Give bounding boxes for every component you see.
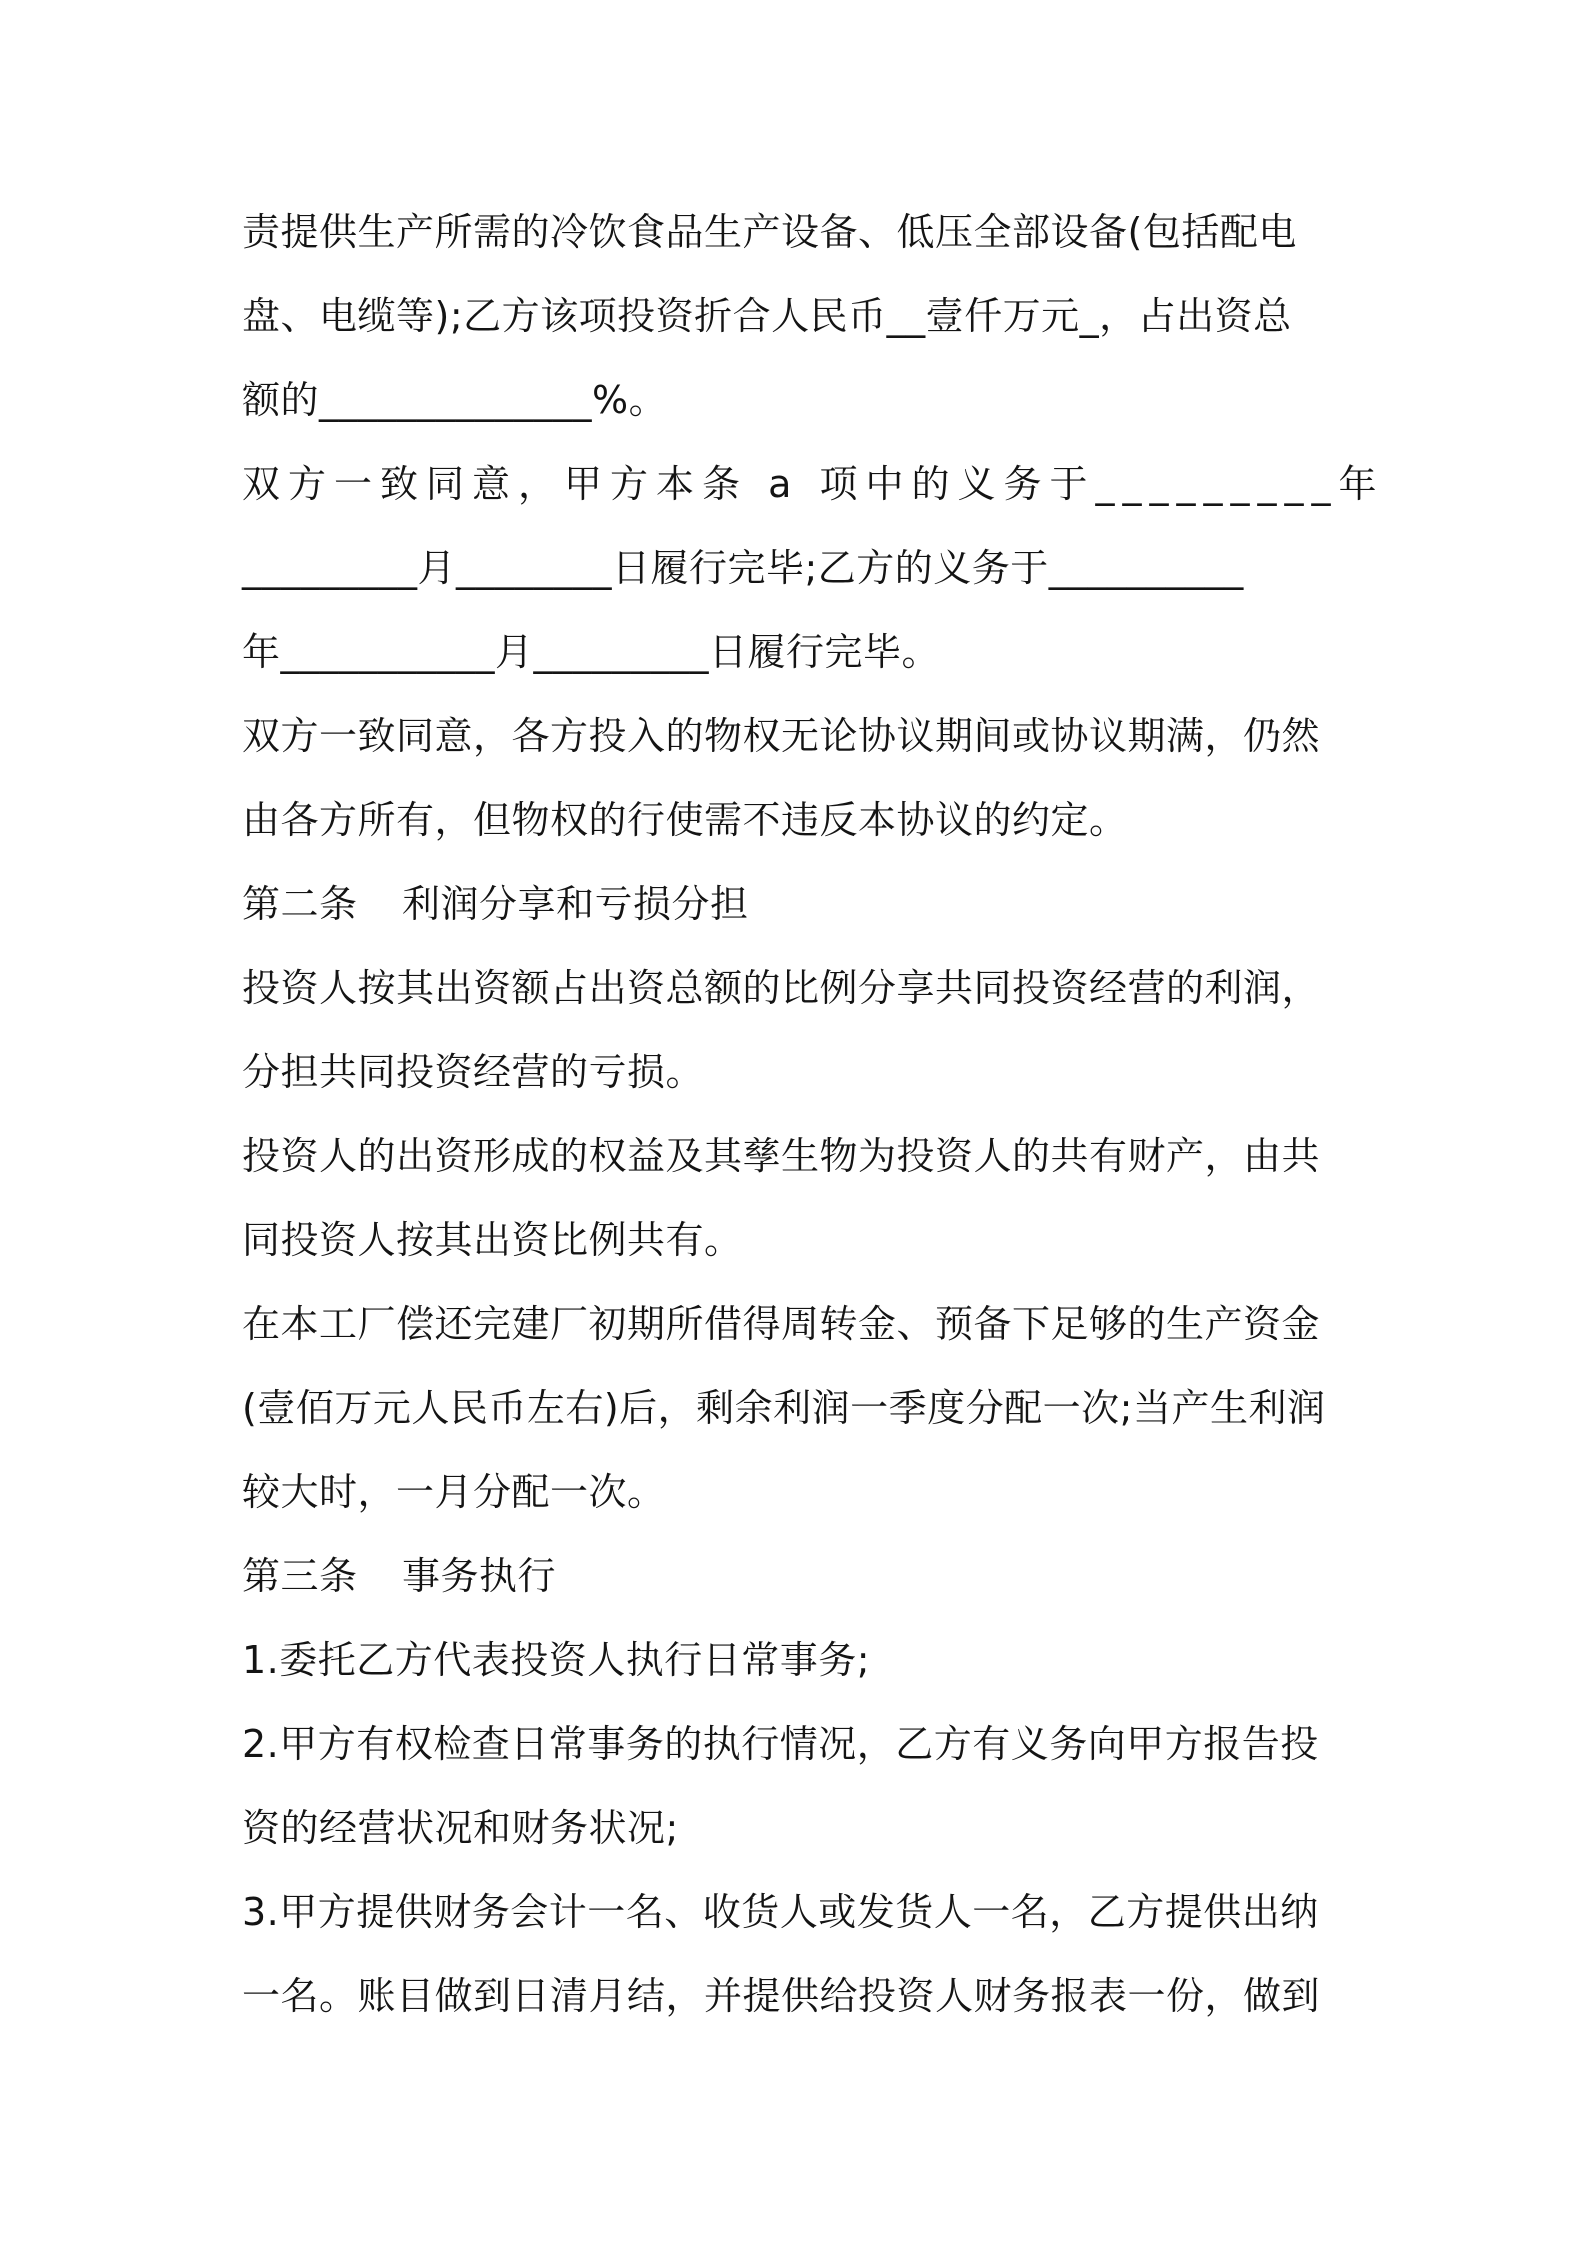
section-heading-article-2: [242, 862, 1352, 946]
list-item-1: [242, 1618, 1352, 1702]
list-item-3: [242, 1870, 1352, 2038]
article-number: 第二条: [242, 882, 358, 926]
text-line: 资的经营状况和财务状况;: [242, 1806, 679, 1850]
article-number: 第三条: [242, 1554, 358, 1598]
text-line: 3.甲方提供财务会计一名、收货人或发货人一名，乙方提供出纳: [242, 1890, 1319, 1934]
text-line: 双方一致同意，各方投入的物权无论协议期间或协议期满，仍然: [242, 714, 1321, 758]
section-heading-article-3: [242, 1534, 1352, 1618]
text-line: 同投资人按其出资比例共有。: [242, 1218, 743, 1262]
text-line: 额的______________%。: [242, 378, 668, 422]
text-line: 由各方所有，但物权的行使需不违反本协议的约定。: [242, 798, 1128, 842]
text-line: 责提供生产所需的冷饮食品生产设备、低压全部设备(包括配电: [242, 210, 1297, 254]
text-line: 双方一致同意，甲方本条 a 项中的义务于_________年: [242, 462, 1385, 506]
text-line: 投资人按其出资额占出资总额的比例分享共同投资经营的利润，: [242, 966, 1321, 1010]
paragraph-equipment-investment: [242, 190, 1352, 442]
paragraph-joint-property: [242, 1114, 1352, 1282]
list-item-2: [242, 1702, 1352, 1870]
text-line: 1.委托乙方代表投资人执行日常事务;: [242, 1638, 871, 1682]
text-line: 投资人的出资形成的权益及其孳生物为投资人的共有财产，由共: [242, 1134, 1321, 1178]
text-line: _________月________日履行完毕;乙方的义务于__________: [242, 546, 1244, 590]
paragraph-profit-sharing: [242, 946, 1352, 1114]
text-line: 在本工厂偿还完建厂初期所借得周转金、预备下足够的生产资金: [242, 1302, 1321, 1346]
article-title: 利润分享和亏损分担: [402, 882, 749, 926]
text-line: 盘、电缆等);乙方该项投资折合人民币__壹仟万元_，占出资总: [242, 294, 1292, 338]
paragraph-property-rights: [242, 694, 1352, 862]
text-line: 分担共同投资经营的亏损。: [242, 1050, 705, 1094]
text-line: 2.甲方有权检查日常事务的执行情况，乙方有义务向甲方报告投: [242, 1722, 1319, 1766]
article-title: 事务执行: [402, 1554, 557, 1598]
paragraph-obligation-dates: [242, 442, 1385, 694]
paragraph-profit-distribution: [242, 1282, 1352, 1534]
text-line: (壹佰万元人民币左右)后，剩余利润一季度分配一次;当产生利润: [242, 1386, 1326, 1430]
text-line: 一名。账目做到日清月结，并提供给投资人财务报表一份，做到: [242, 1974, 1321, 2018]
text-line: 较大时，一月分配一次。: [242, 1470, 666, 1514]
text-line: 年___________月_________日履行完毕。: [242, 630, 941, 674]
